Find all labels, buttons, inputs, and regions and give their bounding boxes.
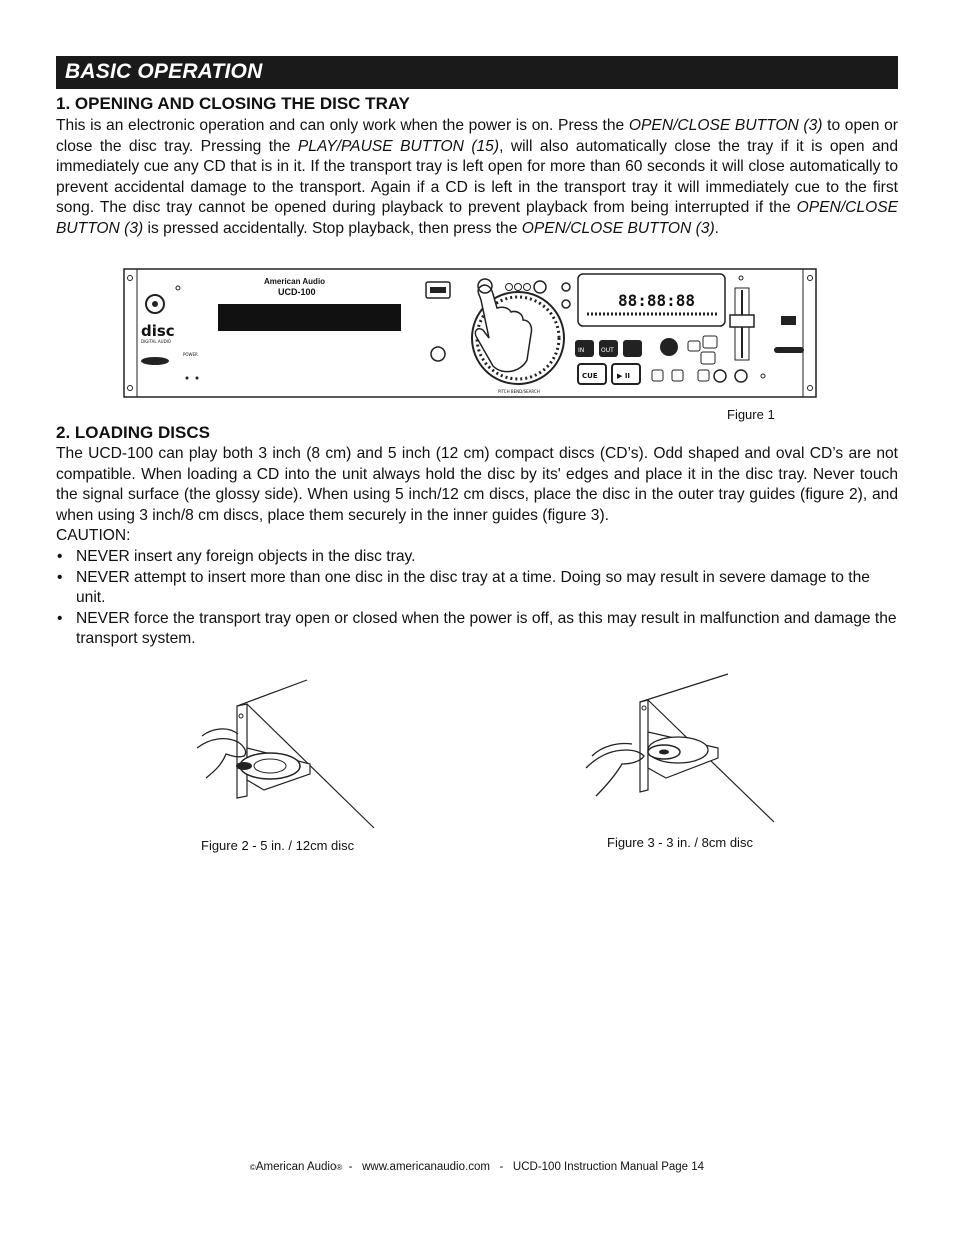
select-knob: [660, 338, 678, 356]
section-title-banner: [56, 56, 898, 89]
registered-symbol: ®: [336, 1163, 343, 1172]
power-label: POWER: [183, 352, 198, 357]
list-item: • NEVER force the transport tray open or closed when the power is off, as this may result in malfunction and damage the transport system.: [56, 609, 898, 650]
figure2-caption: Figure 2 - 5 in. / 12cm disc: [201, 838, 355, 853]
button-ref: PLAY/PAUSE BUTTON (15): [297, 137, 500, 155]
disc-tray-slot: [218, 304, 401, 331]
section-title: BASIC OPERATION: [65, 60, 263, 83]
cue-label: CUE: [582, 372, 598, 380]
reloop-button: [623, 340, 642, 357]
footer-brand: American Audio: [255, 1161, 337, 1173]
button-ref: OPEN/CLOSE BUTTON (3): [56, 199, 898, 237]
figure2-illustration: [192, 678, 382, 833]
footer-text: - www.americanaudio.com - UCD-100 Instruction Manual Page 14: [342, 1161, 705, 1173]
text-run: to open or close the disc tray. Pressing the: [56, 117, 898, 155]
heading-opening-closing: 1. OPENING AND CLOSING THE DISC TRAY: [56, 94, 410, 113]
pitch-bend-label: PITCH BEND/SEARCH: [498, 389, 540, 394]
text-run: This is an electronic operation and can only work when the power is on. Press the: [56, 117, 629, 134]
loop-in-label: IN: [578, 347, 585, 354]
list-item: • NEVER attempt to insert more than one disc in the disc tray at a time. Doing so may result in severe damage to the unit.: [56, 568, 898, 609]
button-ref: OPEN/CLOSE BUTTON (3): [521, 219, 715, 237]
paragraph-loading-discs: The UCD-100 can play both 3 inch (8 cm) and 5 inch (12 cm) compact discs (CD’s). Odd shaped and oval CD’s are not compatible. When loading a CD into the unit always hold the disc by its' edges and place it in the disc tray. Never touch the signal surface (the glossy side). When using 5 inch/12 cm discs, place the disc in the outer tray guides (figure 2), and when using 3 inch/8 cm discs, place them securely in the inner guides (figure 3).: [56, 445, 898, 524]
front-panel-figure: [123, 268, 817, 398]
play-pause-label: ▶ II: [617, 372, 631, 380]
lcd-time-readout: 88:88:88: [618, 291, 696, 310]
disc-logo: disc: [141, 322, 175, 340]
figure3-illustration: [578, 672, 782, 827]
text-run: .: [714, 219, 719, 237]
brand-label: American Audio: [264, 277, 326, 286]
list-item: • NEVER insert any foreign objects in the disc tray.: [56, 547, 898, 568]
heading-loading-discs: 2. LOADING DISCS: [56, 423, 210, 442]
figure3-caption: Figure 3 - 3 in. / 8cm disc: [607, 835, 753, 850]
caution-list: [56, 547, 898, 650]
usb-logo-icon: [141, 357, 169, 365]
lcd-display: [578, 274, 725, 326]
loop-out-label: OUT: [601, 347, 614, 354]
hand-icon: [586, 750, 644, 796]
text-run: is pressed accidentally. Stop playback, then press the: [143, 219, 522, 237]
paragraph-opening-closing: [56, 116, 898, 240]
button-ref: OPEN/CLOSE BUTTON (3): [628, 117, 823, 134]
mp3-logo: [781, 316, 796, 325]
brand-badge: [774, 347, 804, 353]
text-run: , will also automatically close the tray if it is open and immediately cue any CD that is in it. If the transport tray is left open for more than 60 seconds it will close automatically to prevent accidental damage to the transport. Again if a CD is left in the transport tray it will immediately cue to the first song. The disc tray cannot be opened during playback to prevent playback from being interrupted if the: [56, 137, 898, 217]
page-footer: [0, 1161, 954, 1173]
caution-label: CAUTION:: [56, 527, 131, 544]
copyright-symbol: ©: [249, 1163, 256, 1172]
model-label: UCD-100: [278, 287, 316, 297]
digital-audio-label: DIGITAL AUDIO: [141, 339, 171, 344]
figure1-caption: Figure 1: [727, 407, 775, 422]
